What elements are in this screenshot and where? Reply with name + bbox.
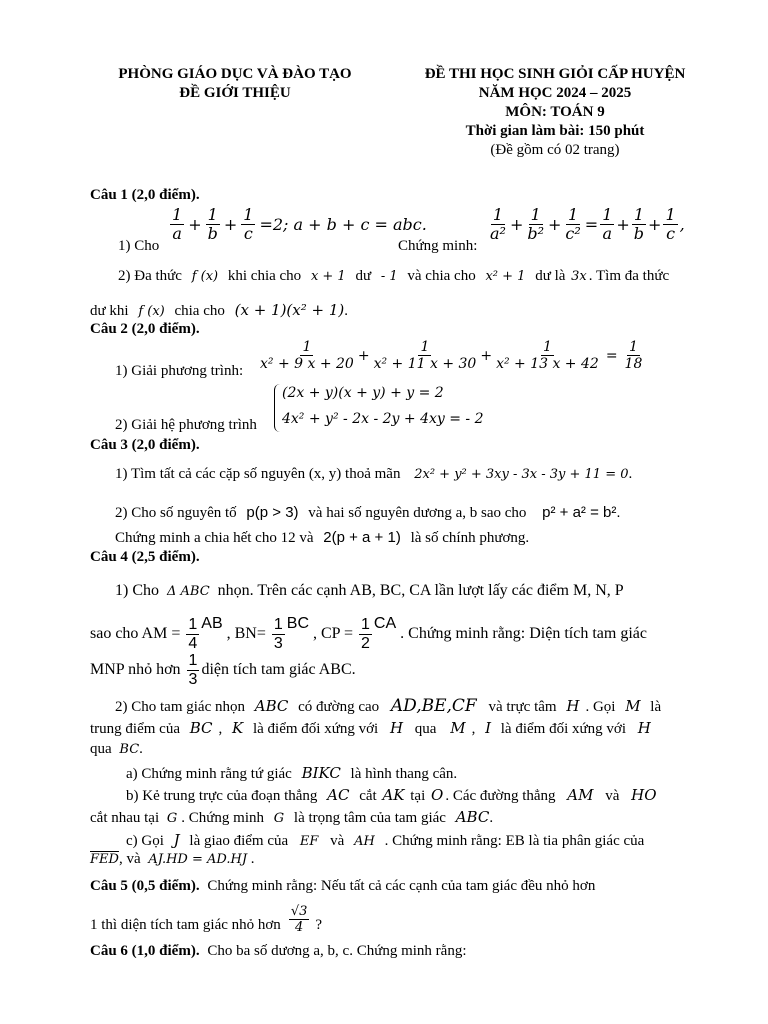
q3-part1: 1) Tìm tất cả các cặp số nguyên (x, y) thoả mãn 2x² + y² + 3xy - 3x - 3y + 11 = 0.: [115, 466, 633, 482]
q1-prove-expression: $\frac{1}{\text{a²}}$ + $\frac{1}{\text{b²}}$ + $\frac{1}{\text{c²}}$ = $\frac{1}{a}$ + $\frac{1}{b}$ + $\frac{1}{c}$ ,: [490, 205, 685, 243]
frac-1-over-a2: $\frac{1}{\text{a²}}$: [490, 205, 506, 243]
question-6: Câu 6 (1,0 điểm). Cho ba số dương a, b, c. Chứng minh rằng:: [90, 943, 467, 959]
exam-title: ĐỀ THI HỌC SINH GIỎI CẤP HUYỆN: [424, 66, 686, 82]
q2-part1-label: 1) Giải phương trình:: [115, 363, 244, 379]
question-5-line2: 1 thì diện tích tam giác nhỏ hơn $\frac{√3}{4}$ ?: [90, 904, 323, 935]
eq-term-2: $\frac{1}{\text{x² + 11 x + 30}}$: [373, 339, 477, 372]
frac-1-over-c: $\frac{1}{c}$: [243, 205, 254, 243]
q1-part2-line2: dư khi f (x) chia cho (x + 1)(x² + 1).: [90, 301, 349, 319]
frac-1-over-a-rhs: $\frac{1}{a}$: [602, 205, 613, 243]
page-count: (Đề gồm có 02 trang): [490, 142, 620, 158]
eq-term-3: $\frac{1}{\text{x² + 13 x + 42}}$: [496, 339, 599, 372]
question-5: Câu 5 (0,5 điểm). Chứng minh rằng: Nếu tất cả các cạnh của tam giác đều nhỏ hơn: [90, 878, 596, 894]
time-limit: Thời gian làm bài: 150 phút: [465, 123, 645, 139]
question-2-title: Câu 2 (2,0 điểm).: [90, 321, 200, 337]
frac-cp: $\frac{1}{2}$: [361, 615, 370, 652]
q4-part2-line2: trung điểm của BC , K là điểm đối xứng với H qua M , I là điểm đối xứng với H: [90, 719, 651, 737]
q4-part2b-line1: b) Kẻ trung trực của đoạn thẳng AC cắt AK tại O . Các đường thẳng AM và HO: [126, 786, 657, 804]
frac-sqrt3-over-4: $\frac{√3}{4}$: [290, 904, 308, 935]
q1-part1-label: 1) Cho: [118, 238, 160, 254]
system-eq-2: 4x² + y² - 2x - 2y + 4xy = - 2: [282, 411, 484, 427]
q2-part2-label: 2) Giải hệ phương trình: [115, 417, 257, 433]
q4-part1-line1: 1) Cho Δ ABC nhọn. Trên các cạnh AB, BC, CA lần lượt lấy các điểm M, N, P: [115, 582, 624, 599]
q4-part2b-line2: cắt nhau tại G . Chứng minh G là trọng tâm của tam giác ABC.: [90, 808, 494, 826]
q3-part2-line1: 2) Cho số nguyên tố p(p > 3) và hai số nguyên dương a, b sao cho p² + a² = b².: [115, 504, 621, 521]
q4-part2-line1: 2) Cho tam giác nhọn ABC có đường cao AD,BE,CF và trực tâm H . Gọi M là: [115, 696, 662, 716]
subject: MÔN: TOÁN 9: [505, 104, 605, 120]
exam-intro-label: ĐỀ GIỚI THIỆU: [179, 85, 291, 101]
q1-prove-label: Chứng minh:: [398, 238, 478, 254]
frac-bn: $\frac{1}{3}$: [273, 615, 283, 652]
q4-part2-line3: qua BC.: [90, 741, 143, 757]
q4-part1-line2: sao cho AM = $\frac{1}{4}$ AB , BN= $\frac{1}{3}$ BC , CP = $\frac{1}{2}$ CA . Chứng minh rằng: Diện tích tam giác: [90, 615, 647, 652]
q4-part2c-line1: c) Gọi J là giao điểm của EF và AH . Chứng minh rằng: EB là tia phân giác của: [126, 831, 645, 849]
department-name: PHÒNG GIÁO DỤC VÀ ĐÀO TẠO: [118, 66, 352, 82]
frac-am: $\frac{1}{4}$: [188, 615, 198, 652]
q1-part2-line1: 2) Đa thức f (x) khi chia cho x + 1 dư - 1 và chia cho x² + 1 dư là 3x . Tìm đa thức: [118, 268, 670, 284]
frac-1-over-c2: $\frac{1}{\text{c²}}$: [565, 205, 581, 243]
eq-rhs: $\frac{1}{18}$: [624, 339, 643, 372]
frac-1-over-b: $\frac{1}{b}$: [207, 205, 218, 243]
system-eq-1: (2x + y)(x + y) + y = 2: [282, 385, 444, 401]
school-year: NĂM HỌC 2024 – 2025: [478, 85, 632, 101]
q2-equation: $\frac{1}{\text{x² + 9 x + 20}}$ + $\frac{1}{\text{x² + 11 x + 30}}$ + $\frac{1}{\text{x² + 13 x + 42}}$ = $\frac{1}{18}$: [260, 339, 643, 372]
frac-1-over-b2: $\frac{1}{\text{b²}}$: [527, 205, 545, 243]
q4-part2c-line2: $\overline{FED}$, và AJ.HD = AD.HJ .: [90, 851, 255, 867]
frac-1-over-a: $\frac{1}{a}$: [172, 205, 183, 243]
frac-1-over-c-rhs: $\frac{1}{c}$: [665, 205, 676, 243]
q4-part1-line3: MNP nhỏ hơn $\frac{1}{3}$ diện tích tam giác ABC.: [90, 651, 356, 688]
question-4-title: Câu 4 (2,5 điểm).: [90, 549, 200, 565]
question-3-title: Câu 3 (2,0 điểm).: [90, 437, 200, 453]
frac-one-third: $\frac{1}{3}$: [188, 651, 198, 688]
q1-condition: $\frac{1}{a}$ + $\frac{1}{b}$ + $\frac{1}{c}$ =2; a + b + c = abc.: [172, 205, 427, 243]
q4-part2a: a) Chứng minh rằng tứ giác BIKC là hình thang cân.: [126, 764, 458, 782]
frac-1-over-b-rhs: $\frac{1}{b}$: [633, 205, 645, 243]
eq-term-1: $\frac{1}{\text{x² + 9 x + 20}}$: [260, 339, 354, 372]
question-1-title: Câu 1 (2,0 điểm).: [90, 187, 200, 203]
angle-fed: $\overline{FED}$: [90, 852, 119, 867]
q3-part2-line2: Chứng minh a chia hết cho 12 và 2(p + a + 1) là số chính phương.: [115, 529, 530, 546]
